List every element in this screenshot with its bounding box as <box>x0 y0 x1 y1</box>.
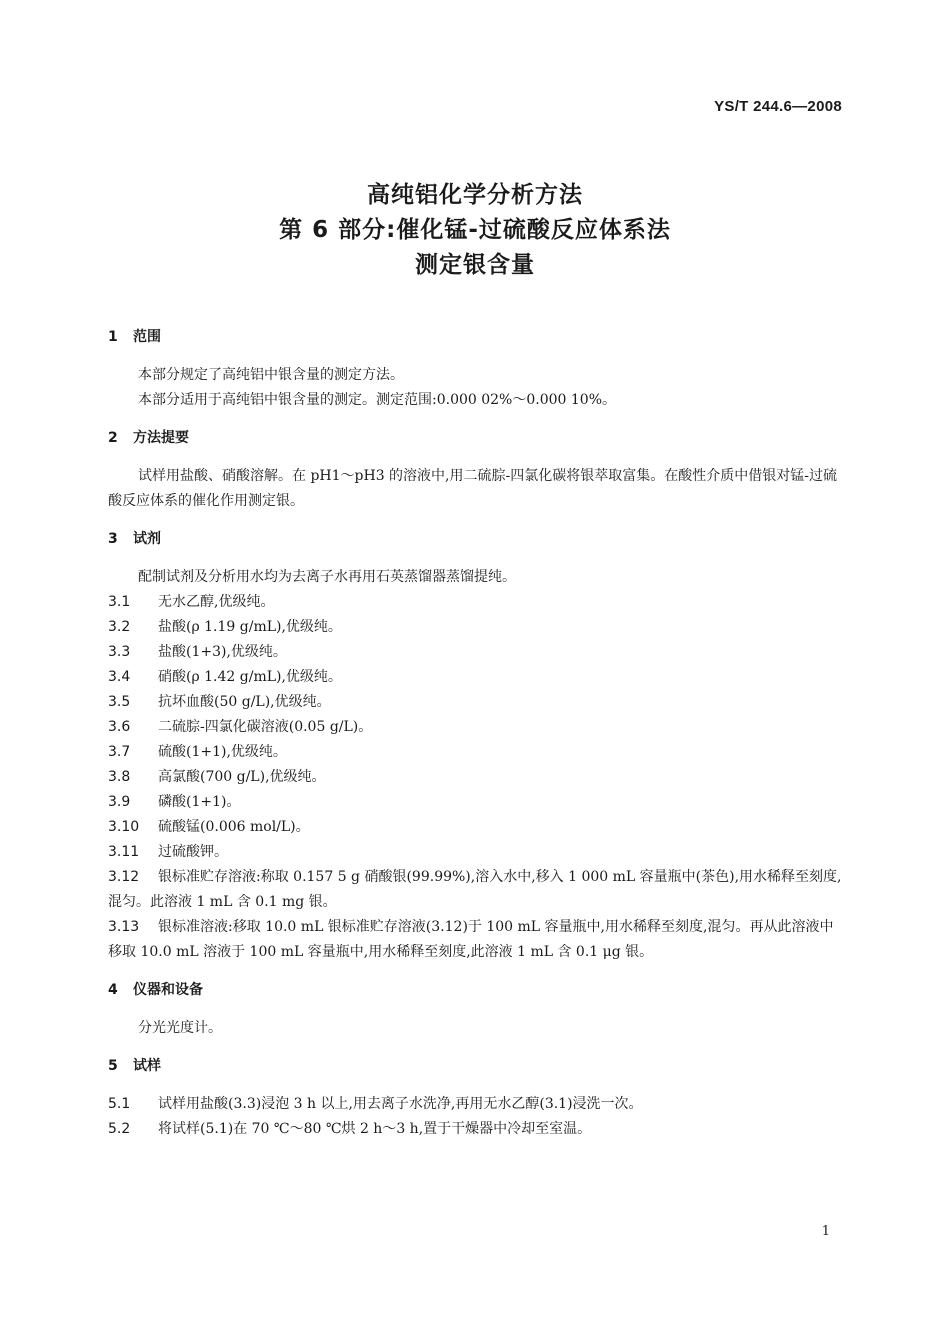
list-item <box>108 640 844 665</box>
item-text: 过硫酸钾。 <box>158 844 228 860</box>
list-item <box>108 740 844 765</box>
title-line-3: 测定银含量 <box>415 252 535 278</box>
section-number: 2 <box>108 430 118 446</box>
section-heading-method <box>108 426 844 450</box>
item-text: 试样用盐酸(3.3)浸泡 3 h 以上,用去离子水洗净,再用无水乙醇(3.1)浸洗一次。 <box>158 1096 643 1112</box>
section-heading-reagents <box>108 527 844 551</box>
list-item <box>108 1092 844 1117</box>
paragraph: 本部分适用于高纯铝中银含量的测定。测定范围:0.000 02%～0.000 10%。 <box>138 392 617 408</box>
item-text: 无水乙醇,优级纯。 <box>158 594 275 610</box>
item-text: 高氯酸(700 g/L),优级纯。 <box>158 769 326 785</box>
item-text: 硫酸锰(0.006 mol/L)。 <box>158 819 310 835</box>
document-body <box>108 325 844 1142</box>
item-number: 3.3 <box>108 644 131 660</box>
item-number: 3.10 <box>108 819 140 835</box>
section-title: 试剂 <box>133 531 161 547</box>
item-text: 盐酸(ρ 1.19 g/mL),优级纯。 <box>158 619 342 635</box>
item-number: 3.11 <box>108 844 140 860</box>
item-text: 硝酸(ρ 1.42 g/mL),优级纯。 <box>158 669 342 685</box>
section-title: 范围 <box>133 329 161 345</box>
section-number: 4 <box>108 982 118 998</box>
list-item <box>108 915 844 965</box>
list-item <box>108 1117 844 1142</box>
item-number: 3.9 <box>108 794 131 810</box>
paragraph: 配制试剂及分析用水均为去离子水再用石英蒸馏器蒸馏提纯。 <box>138 569 516 585</box>
list-item <box>108 665 844 690</box>
standard-code: YS/T 244.6—2008 <box>714 98 842 115</box>
list-item <box>108 690 844 715</box>
item-text: 硫酸(1+1),优级纯。 <box>158 744 287 760</box>
item-text: 二硫腙-四氯化碳溶液(0.05 g/L)。 <box>158 719 373 735</box>
item-text: 磷酸(1+1)。 <box>158 794 241 810</box>
item-text: 银标准溶液:移取 10.0 mL 银标准贮存溶液(3.12)于 100 mL 容量瓶中,用水稀释至刻度,混匀。再从此溶液中移取 10.0 mL 溶液于 100 mL 容量瓶中,用水稀释至刻度,此溶液 1 mL 含 0.1 μg 银。 <box>108 919 834 960</box>
section-title: 仪器和设备 <box>133 982 203 998</box>
list-item <box>108 815 844 840</box>
item-text: 银标准贮存溶液:称取 0.157 5 g 硝酸银(99.99%),溶入水中,移入 1 000 mL 容量瓶中(茶色),用水稀释至刻度,混匀。此溶液 1 mL 含 0.1 mg 银。 <box>108 869 842 910</box>
list-item <box>108 840 844 865</box>
item-number: 3.2 <box>108 619 131 635</box>
item-number: 3.8 <box>108 769 131 785</box>
list-item <box>108 590 844 615</box>
item-number: 3.5 <box>108 694 131 710</box>
item-number: 3.1 <box>108 594 131 610</box>
item-number: 5.2 <box>108 1121 131 1137</box>
list-item <box>108 865 844 915</box>
paragraph: 分光光度计。 <box>138 1020 222 1036</box>
list-item <box>108 715 844 740</box>
item-number: 3.13 <box>108 919 140 935</box>
item-number: 5.1 <box>108 1096 131 1112</box>
item-number: 3.4 <box>108 669 131 685</box>
list-item <box>108 765 844 790</box>
section-heading-sample <box>108 1054 844 1078</box>
section-heading-apparatus <box>108 978 844 1002</box>
title-line-2: 第 6 部分:催化锰-过硫酸反应体系法 <box>279 217 671 243</box>
item-number: 3.12 <box>108 869 140 885</box>
section-number: 3 <box>108 531 118 547</box>
item-text: 盐酸(1+3),优级纯。 <box>158 644 287 660</box>
section-title: 试样 <box>133 1058 161 1074</box>
document-title <box>0 178 950 283</box>
paragraph: 本部分规定了高纯铝中银含量的测定方法。 <box>138 367 404 383</box>
page-number: 1 <box>821 1224 830 1239</box>
section-number: 5 <box>108 1058 118 1074</box>
section-heading-scope <box>108 325 844 349</box>
section-number: 1 <box>108 329 118 345</box>
paragraph: 试样用盐酸、硝酸溶解。在 pH1～pH3 的溶液中,用二硫腙-四氯化碳将银萃取富集。在酸性介质中借银对锰-过硫酸反应体系的催化作用测定银。 <box>108 468 837 509</box>
title-line-1: 高纯铝化学分析方法 <box>367 182 583 208</box>
item-text: 抗坏血酸(50 g/L),优级纯。 <box>158 694 331 710</box>
section-title: 方法提要 <box>133 430 189 446</box>
list-item <box>108 615 844 640</box>
list-item <box>108 790 844 815</box>
item-number: 3.7 <box>108 744 131 760</box>
item-number: 3.6 <box>108 719 131 735</box>
item-text: 将试样(5.1)在 70 ℃～80 ℃烘 2 h～3 h,置于干燥器中冷却至室温。 <box>158 1121 592 1137</box>
